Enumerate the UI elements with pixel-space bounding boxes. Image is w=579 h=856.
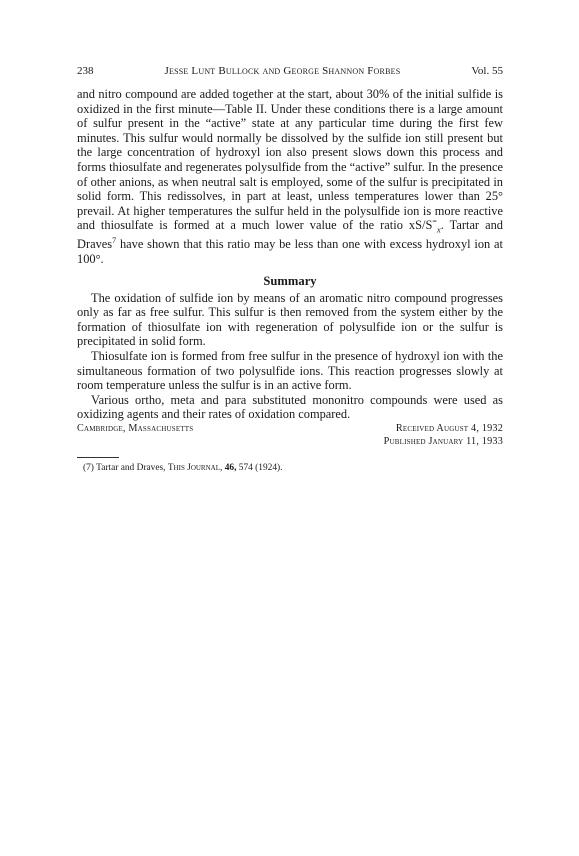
footnote-authors: Tartar and Draves, [96, 463, 166, 474]
summary-paragraph-1: The oxidation of sulfide ion by means of an aromatic nitro compound progresses only as far as free sulfur. This sulfur is then removed from the system either by the formation of thiosulfate ion with regeneration of polysulfide ion or the sulfur is precipitated in solid form. [77, 290, 503, 349]
summary-paragraph-3: Various ortho, meta and para substituted mononitro compounds were used as oxidizing agents and their rates of oxidation compared. [77, 392, 503, 422]
journal-page [77, 64, 503, 474]
body-text-part-1: and nitro compound are added together at the start, about 30% of the initial sulfide is oxidized in the first minute—Table II. Under these conditions there is a large amount of sulfur present in the “active” state at any particular time during the first few minutes. This sulfur would normally be dissolved by the sulfide ion still present but the large concentration of hydroxyl ion also present slows down this process and forms thiosulfate and regenerates polysulfide from the “active” sulfur. In the presence of other anions, as when neutral salt is employed, some of the sulfur is precipitated in solid form. This redissolves, in part at least, unless temperatures lower than 25° prevail. At higher temperatures the sulfur held in the polysulfide ion is more reactive and thiosulfate is formed at a much lower value of the ratio xS/S [77, 87, 503, 233]
ratio-subscript: x [436, 224, 441, 235]
volume-label: Vol. 55 [471, 65, 503, 77]
summary-paragraph-2: Thiosulfate ion is formed from free sulfur in the presence of hydroxyl ion with the simultaneous formation of two polysulfide ions. This reaction progresses slowly at room temperature unless the sulfur is in an active form. [77, 348, 503, 393]
running-head [77, 64, 503, 78]
published-date: Published January 11, 1933 [383, 435, 503, 447]
location: Cambridge, Massachusetts [77, 422, 194, 434]
dates [384, 423, 503, 448]
page-number: 238 [77, 65, 94, 77]
body-paragraph [77, 87, 503, 267]
footnote-journal: This Journal, [167, 463, 223, 474]
footnote-ref-7[interactable]: 7 [112, 236, 117, 246]
footnote-rule [77, 457, 119, 458]
body-text-part-3: have shown that this ratio may be less than one with excess hydroxyl ion at 100°. [77, 237, 503, 266]
summary-heading: Summary [263, 273, 317, 288]
received-date: Received August 4, 1932 [395, 422, 503, 434]
footnote-volume: 46, [224, 463, 237, 474]
signature-block [77, 423, 503, 448]
sulfide-charge: = [432, 217, 437, 227]
running-head-authors: Jesse Lunt Bullock and George Shannon Forbes [164, 65, 401, 77]
footnote-7 [77, 462, 503, 474]
footnote-marker: (7) [83, 463, 94, 474]
body-text-part-2: . Tartar and Draves [77, 218, 503, 252]
footnote-rest: 574 (1924). [238, 463, 283, 474]
